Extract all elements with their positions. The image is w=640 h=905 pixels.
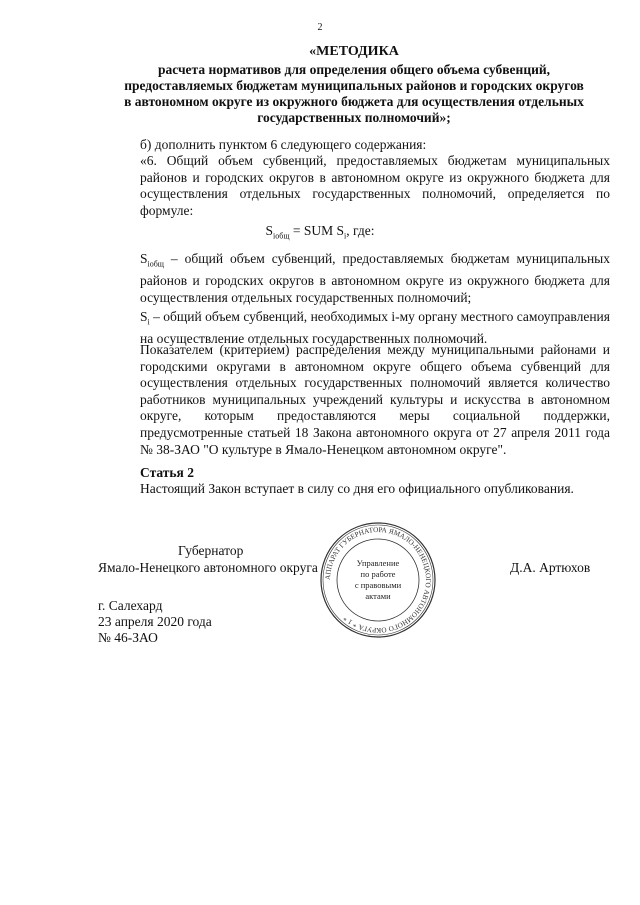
place: г. Салехард	[98, 598, 163, 613]
official-stamp	[318, 520, 438, 640]
point-6-paragraph	[96, 153, 610, 219]
definition-text: – общий объем субвенций, необходимых i-му органу местного самоуправления на осуществление отдельных государственных полномочий.	[140, 309, 610, 347]
intro-text: б) дополнить пунктом 6 следующего содержания:	[140, 137, 427, 152]
formula-rest: = SUM S	[289, 223, 344, 238]
date: 23 апреля 2020 года	[98, 614, 212, 629]
document-title-line: в автономном округе из окружного бюджета для осуществления отдельных	[124, 94, 584, 109]
formula	[0, 223, 640, 241]
document-title: «МЕТОДИКА	[309, 44, 399, 59]
article-2-paragraph	[96, 481, 610, 498]
criterion-text: Показателем (критерием) распределения между муниципальными районами и городскими округами в автономном округе общего объема субвенций для осуществления отдельных государственных полномочий является количество работников муниципальных учреждений культуры и искусства в автономном округе, которым предоставляются меры социальной поддержки, предусмотренные статьей 18 Закона автономного округа от 27 апреля 2011 года № 38-ЗАО "О культуре в Ямало-Ненецком автономном округе".	[140, 342, 610, 457]
stamp-center-line: по работе	[360, 569, 396, 579]
governor-region: Ямало-Ненецкого автономного округа	[98, 560, 318, 575]
stamp-center-line: Управление	[356, 558, 400, 568]
law-number: № 46-ЗАО	[98, 630, 158, 645]
document-title-line: расчета нормативов для определения общего объема субвенций,	[157, 62, 551, 77]
definition-total	[96, 251, 610, 306]
definition-symbol: S	[140, 309, 148, 324]
definition-symbol-sub: i	[147, 317, 150, 327]
stamp-center-line: с правовыми	[354, 580, 402, 590]
point-6-text: «6. Общий объем субвенций, предоставляемых бюджетам муниципальных районов и городских округов в автономном округе из окружного бюджета для осуществления отдельных государственных полномочий, определяется по формуле:	[140, 153, 610, 218]
definition-symbol: S	[140, 251, 148, 266]
formula-rest-sub: i	[344, 231, 347, 241]
article-2-heading: Статья 2	[140, 465, 194, 480]
criterion-paragraph	[96, 342, 610, 458]
definition-text: – общий объем субвенций, предоставляемых бюджетам муниципальных районов и городских округов в автономном округе из окружного бюджета для осуществления отдельных государственных полномочий;	[140, 251, 610, 305]
stamp-center-line: актами	[365, 591, 391, 601]
definition-symbol-sub: iобщ	[147, 259, 164, 269]
intro-paragraph	[96, 137, 610, 154]
document-title-line: государственных полномочий»;	[257, 110, 451, 125]
formula-left-sub: iобщ	[273, 231, 290, 241]
stamp-ring-text: АППАРАТ ГУБЕРНАТОРА ЯМАЛО-НЕНЕЦКОГО АВТОНОМНОГО ОКРУГА * 1 *	[323, 525, 433, 635]
governor-name: Д.А. Артюхов	[510, 560, 591, 575]
document-title-line: предоставляемых бюджетам муниципальных районов и городских округов	[124, 78, 584, 93]
formula-left: S	[265, 223, 274, 238]
article-2-text: Настоящий Закон вступает в силу со дня его официального опубликования.	[140, 481, 574, 496]
governor-title: Губернатор	[178, 543, 244, 558]
formula-tail: , где:	[346, 223, 375, 238]
page-number: 2	[317, 22, 323, 33]
